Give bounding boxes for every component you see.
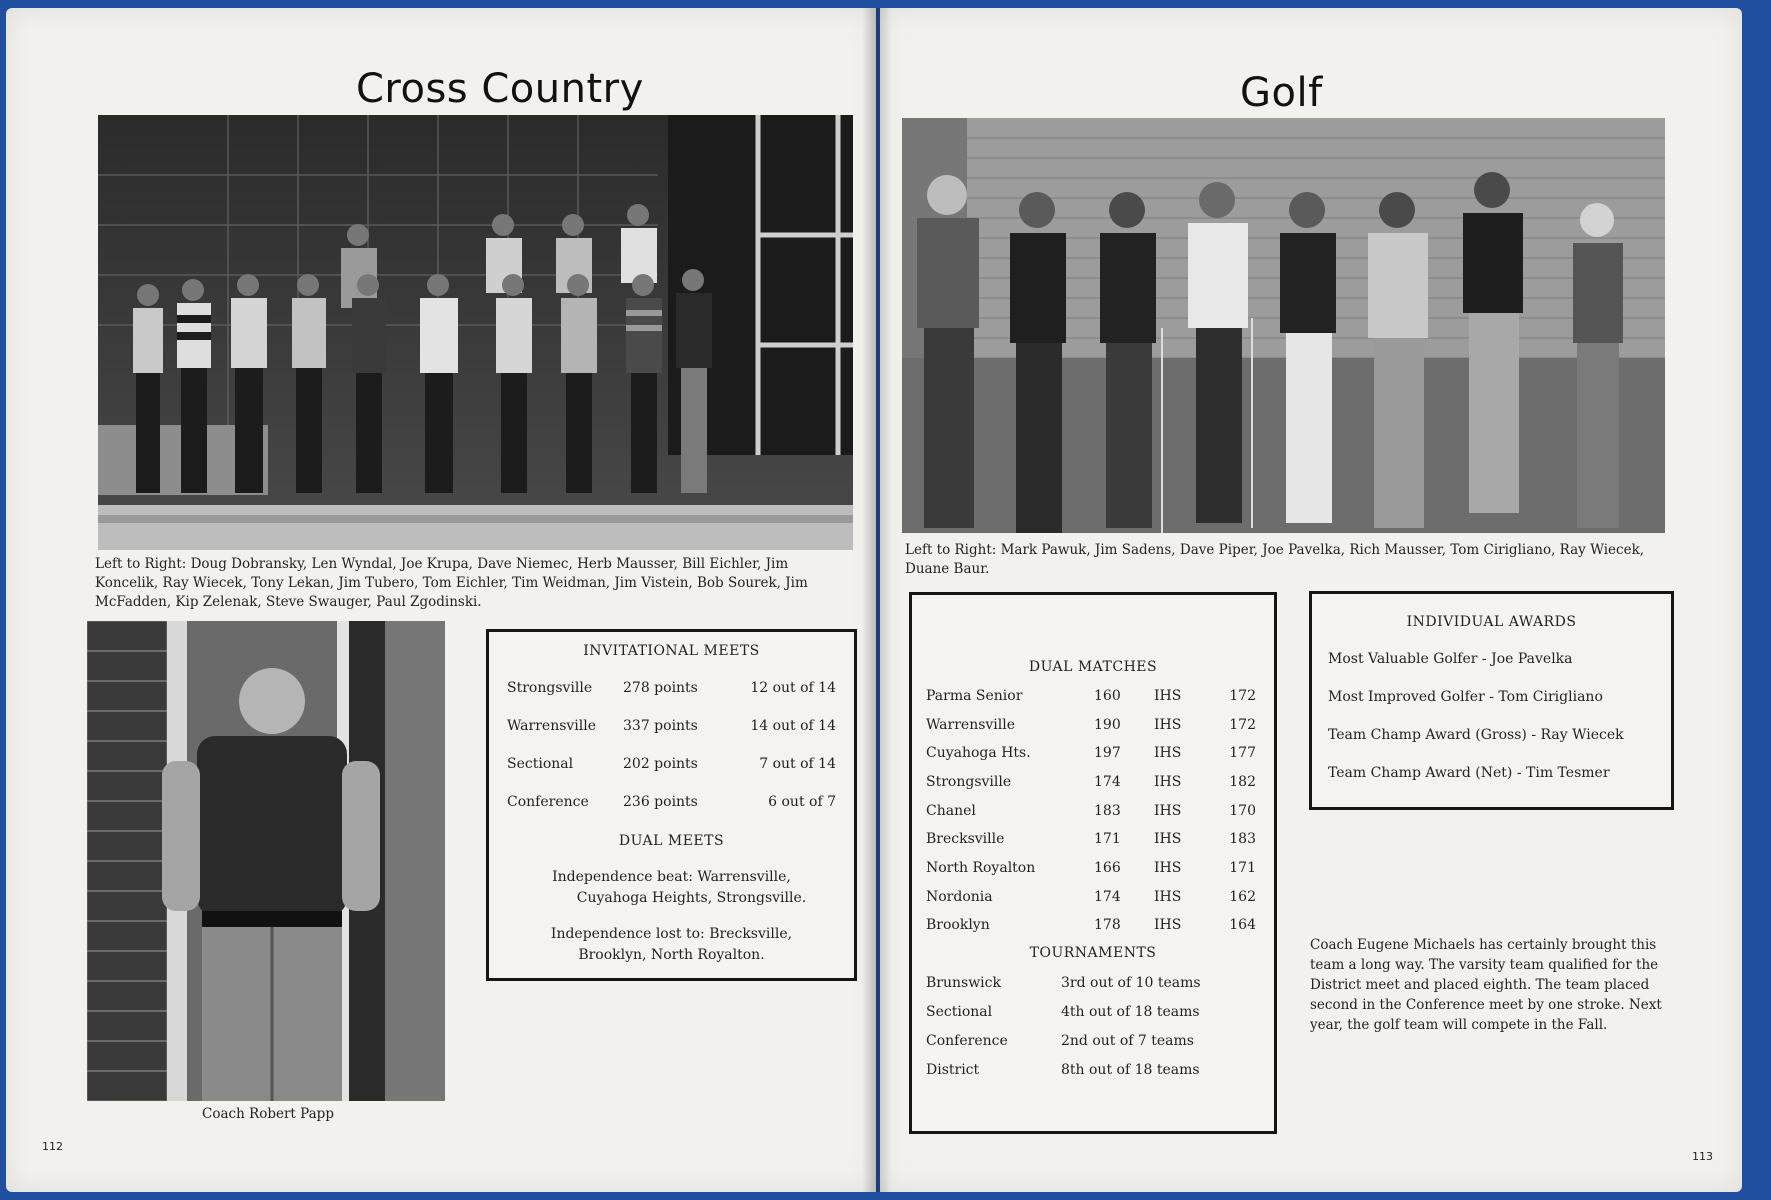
award-item [1312,765,1671,787]
meet-name: Strongsville [507,680,593,696]
dual-matches-heading: DUAL MATCHES [1028,659,1158,675]
invitational-meets-box [486,629,857,981]
opponent-score: 174 [1094,889,1121,905]
meet-name: Conference [507,794,589,810]
meet-name: Warrensville [507,718,597,734]
page-number-left: 112 [42,1140,63,1153]
opponent-score: 166 [1094,860,1121,876]
ihs-score: 171 [1229,860,1256,876]
opponent-name: Nordonia [926,889,993,905]
tournament-row [912,1033,1274,1055]
team-label: IHS [1154,889,1182,905]
tournament-row [912,1062,1274,1084]
opponent-score: 197 [1094,745,1121,761]
tournament-result: 8th out of 18 teams [1061,1062,1200,1078]
dual-matches-box [909,592,1277,1134]
team-label: IHS [1154,688,1182,704]
cross-country-team-photo [98,115,853,550]
cross-country-caption: Left to Right: Doug Dobransky, Len Wyndal, Joe Krupa, Dave Niemec, Herb Mausser, Bill Eichler, Jim Koncelik, Ray Wiecek, Tony Lekan, Jim Tubero, Tom Eichler, Tim Weidman, Jim Vistein, Bob Sourek, Jim McFadden, Kip Zelenak, Steve Swauger, Paul Zgodinski. [95,556,808,610]
golf-title: Golf [1240,70,1323,116]
invitational-heading: INVITATIONAL MEETS [583,643,760,659]
tournaments-heading: TOURNAMENTS [1029,945,1157,961]
opponent-score: 178 [1094,917,1121,933]
meet-points: 337 points [623,718,698,734]
award-text: Team Champ Award (Net) - Tim Tesmer [1328,765,1610,781]
meet-row [489,794,854,816]
match-row [912,717,1274,739]
coach-photo [87,621,445,1101]
ihs-score: 182 [1229,774,1256,790]
award-text: Team Champ Award (Gross) - Ray Wiecek [1328,727,1624,743]
team-label: IHS [1154,803,1182,819]
opponent-name: Parma Senior [926,688,1023,704]
tournament-result: 4th out of 18 teams [1061,1004,1200,1020]
meet-row [489,756,854,778]
meet-points: 202 points [623,756,698,772]
golf-summary: Coach Eugene Michaels has certainly brought this team a long way. The varsity team qualified for the District meet and placed eighth. The team placed second in the Conference meet by one stroke. Next year, the golf team will compete in the Fall. [1310,937,1662,1033]
match-row [912,831,1274,853]
golf-team-photo [902,118,1665,533]
tournament-row [912,1004,1274,1026]
coach-photo-illustration [87,621,445,1101]
meet-place: 7 out of 14 [759,756,836,772]
ihs-score: 170 [1229,803,1256,819]
meet-points: 278 points [623,680,698,696]
team-label: IHS [1154,831,1182,847]
match-row [912,803,1274,825]
meet-place: 6 out of 7 [768,794,836,810]
awards-heading: INDIVIDUAL AWARDS [1406,614,1577,630]
tournament-name: District [926,1062,980,1078]
meet-points: 236 points [623,794,698,810]
tournament-result: 3rd out of 10 teams [1061,975,1201,991]
match-row [912,688,1274,710]
beat-line-1: Independence beat: Warrensville, [552,869,791,885]
meet-row [489,680,854,702]
team-label: IHS [1154,774,1182,790]
opponent-score: 183 [1094,803,1121,819]
opponent-name: Strongsville [926,774,1012,790]
meet-row [489,718,854,740]
tournament-name: Conference [926,1033,1008,1049]
opponent-name: Brecksville [926,831,1005,847]
opponent-score: 190 [1094,717,1121,733]
award-text: Most Improved Golfer - Tom Cirigliano [1328,689,1603,705]
ihs-score: 183 [1229,831,1256,847]
beat-line-2: Cuyahoga Heights, Strongsville. [576,890,807,906]
award-text: Most Valuable Golfer - Joe Pavelka [1328,651,1573,667]
award-item [1312,689,1671,711]
coach-caption: Coach Robert Papp [202,1106,334,1122]
award-item [1312,651,1671,673]
page-number-right: 113 [1692,1150,1713,1163]
ihs-score: 164 [1229,917,1256,933]
opponent-name: Warrensville [926,717,1016,733]
match-row [912,774,1274,796]
tournament-name: Brunswick [926,975,1001,991]
ihs-score: 172 [1229,688,1256,704]
tournament-result: 2nd out of 7 teams [1061,1033,1194,1049]
opponent-name: North Royalton [926,860,1036,876]
team-photo-illustration [98,115,853,550]
tournament-row [912,975,1274,997]
team-label: IHS [1154,717,1182,733]
tournament-name: Sectional [926,1004,993,1020]
team-label: IHS [1154,917,1182,933]
book-gutter [862,8,892,1192]
dual-meets-heading: DUAL MEETS [618,833,725,849]
ihs-score: 162 [1229,889,1256,905]
team-label: IHS [1154,745,1182,761]
individual-awards-box [1309,591,1674,810]
meet-place: 14 out of 14 [750,718,836,734]
opponent-score: 160 [1094,688,1121,704]
match-row [912,917,1274,939]
golf-photo-illustration [902,118,1665,533]
meet-name: Sectional [507,756,574,772]
lost-line-2: Brooklyn, North Royalton. [578,947,765,963]
team-label: IHS [1154,860,1182,876]
award-item [1312,727,1671,749]
opponent-name: Brooklyn [926,917,990,933]
ihs-score: 177 [1229,745,1256,761]
lost-line-1: Independence lost to: Brecksville, [550,926,793,942]
golf-caption: Left to Right: Mark Pawuk, Jim Sadens, Dave Piper, Joe Pavelka, Rich Mausser, Tom Cirigliano, Ray Wiecek, Duane Baur. [905,542,1645,577]
meet-place: 12 out of 14 [750,680,836,696]
ihs-score: 172 [1229,717,1256,733]
match-row [912,745,1274,767]
cross-country-title: Cross Country [356,66,644,112]
opponent-score: 174 [1094,774,1121,790]
match-row [912,860,1274,882]
opponent-score: 171 [1094,831,1121,847]
opponent-name: Chanel [926,803,976,819]
match-row [912,889,1274,911]
opponent-name: Cuyahoga Hts. [926,745,1031,761]
